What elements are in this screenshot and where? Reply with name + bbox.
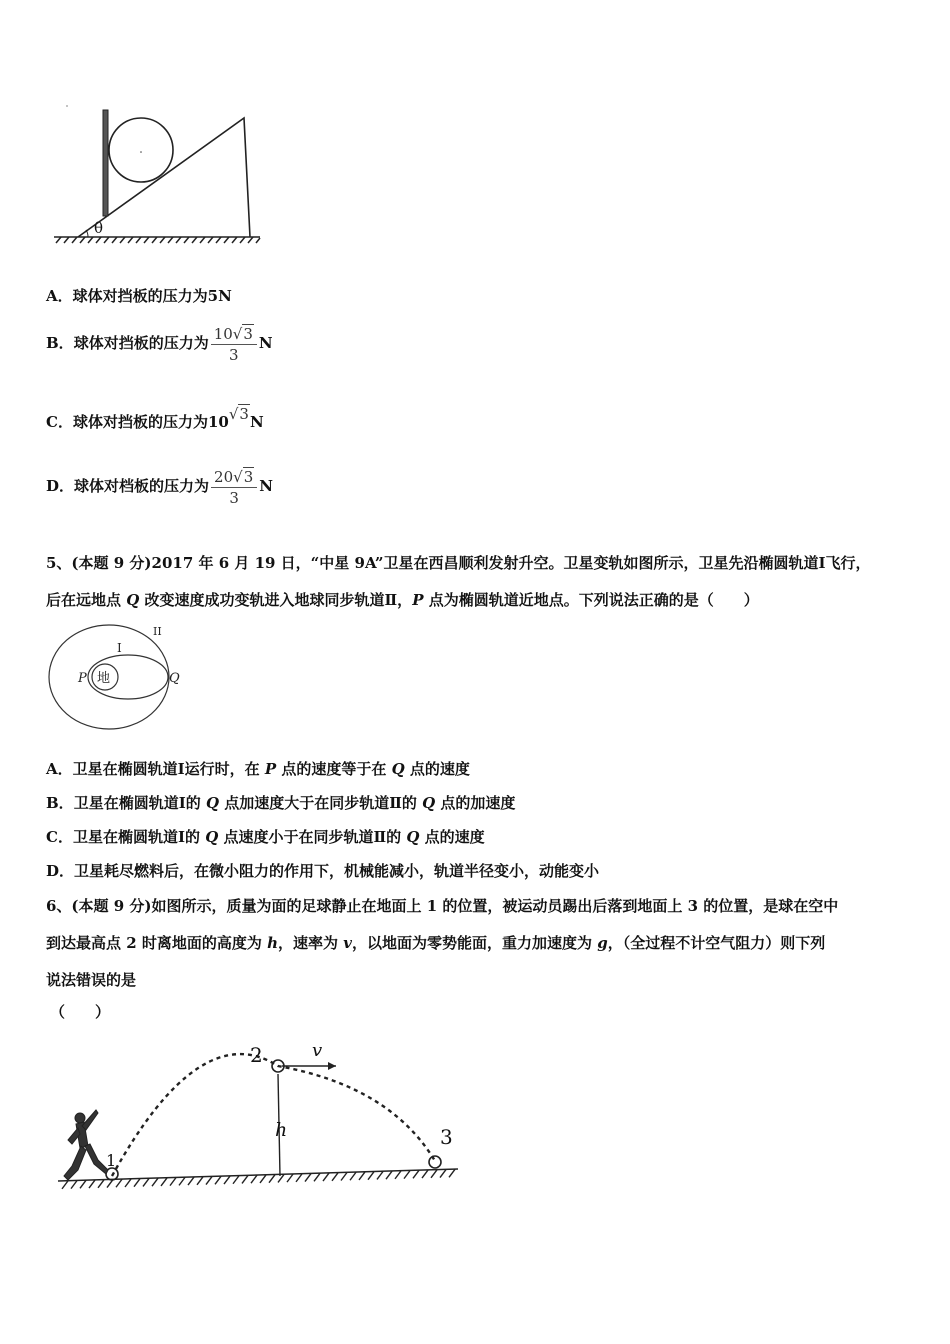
orbit-1-label: I xyxy=(117,641,122,655)
ground-tick xyxy=(440,1170,446,1178)
point-3-label: 3 xyxy=(440,1125,453,1149)
q6-answer-bracket: （ ） xyxy=(50,1003,111,1021)
ground-tick xyxy=(89,1180,95,1188)
ground-tick xyxy=(404,1171,410,1179)
ground-tick xyxy=(98,1180,104,1188)
q5-stem-line1: 5、(本题 9 分)2017 年 6 月 19 日，“中星 9A”卫星在西昌顺利发射升空。卫星变轨如图所示，卫星先沿椭圆轨道Ⅰ飞行， xyxy=(46,554,871,572)
ground-tick xyxy=(350,1172,356,1180)
point-p-label: P xyxy=(78,671,87,686)
fraction-b: $\frac{10√3}{3}$ xyxy=(211,324,257,365)
fraction-d: $\frac{20√3}{3}$ xyxy=(211,467,257,508)
ground-tick xyxy=(305,1174,311,1182)
ground-tick xyxy=(449,1169,455,1177)
ball-pos-3 xyxy=(429,1156,441,1168)
q6-stem-line2: 到达最高点 2 时离地面的高度为 h，速率为 v，以地面为零势能面，重力加速度为 g，（全过程不计空气阻力）则下列 xyxy=(46,934,826,952)
ground-tick xyxy=(188,1177,194,1185)
ground-tick xyxy=(323,1173,329,1181)
ground-tick xyxy=(152,1178,158,1186)
ball xyxy=(109,118,173,182)
point-2-label: 2 xyxy=(250,1043,263,1067)
ground-tick xyxy=(341,1173,347,1181)
q5-stem-line2: 后在远地点 Q 改变速度成功变轨进入地球同步轨道Ⅱ，P 点为椭圆轨道近地点。下列说法正确的是（ ） xyxy=(46,591,759,609)
q4-option-d: D．球体对档板的压力为 $\frac{20√3}{3}$ N xyxy=(46,467,273,507)
orbit-2-label: II xyxy=(153,625,162,638)
ground-tick xyxy=(233,1176,239,1184)
ground-tick xyxy=(206,1177,212,1185)
ground-tick xyxy=(359,1172,365,1180)
orbit-figure xyxy=(44,622,184,734)
q4-option-a: A．球体对挡板的压力为5N xyxy=(46,287,232,305)
q4-option-c: C．球体对挡板的压力为10√3N xyxy=(46,404,264,440)
ground-tick xyxy=(314,1173,320,1181)
ground-tick xyxy=(125,1179,131,1187)
ground-tick xyxy=(386,1171,392,1179)
ground-tick xyxy=(197,1177,203,1185)
q5-option-c: C．卫星在椭圆轨道Ⅰ的 Q 点速度小于在同步轨道Ⅱ的 Q 点的速度 xyxy=(46,828,485,846)
sqrt-c: √3 xyxy=(228,405,249,423)
ground-tick xyxy=(368,1172,374,1180)
q5-option-b: B．卫星在椭圆轨道Ⅰ的 Q 点加速度大于在同步轨道Ⅱ的 Q 点的加速度 xyxy=(46,794,516,812)
ground-tick xyxy=(224,1176,230,1184)
ground-tick xyxy=(215,1176,221,1184)
ground-tick xyxy=(242,1175,248,1183)
q6-stem-line1: 6、(本题 9 分)如图所示，质量为面的足球静止在地面上 1 的位置，被运动员踢出后落到地面上 3 的位置，是球在空中 xyxy=(46,897,839,915)
ground-hatch xyxy=(54,237,260,243)
ground-tick xyxy=(413,1170,419,1178)
ground-tick xyxy=(80,1180,86,1188)
q5-option-d: D．卫星耗尽燃料后，在微小阻力的作用下，机械能减小，轨道半径变小，动能变小 xyxy=(46,862,600,880)
player-icon xyxy=(64,1110,108,1180)
ground-tick xyxy=(134,1179,140,1187)
angle-arc xyxy=(86,230,88,237)
ground-tick xyxy=(278,1174,284,1182)
height-label: h xyxy=(275,1119,288,1141)
baffle-board xyxy=(103,110,108,216)
ground-tick xyxy=(269,1175,275,1183)
earth-label: 地 xyxy=(97,671,111,686)
ground-tick xyxy=(62,1181,68,1189)
ground-tick xyxy=(332,1173,338,1181)
ball-center-dot xyxy=(140,151,142,153)
ground-tick xyxy=(143,1178,149,1186)
ground-tick xyxy=(296,1174,302,1182)
ground-tick xyxy=(395,1171,401,1179)
q4-option-b: B．球体对挡板的压力为 $\frac{10√3}{3}$ N xyxy=(46,324,273,364)
ground-tick xyxy=(377,1171,383,1179)
velocity-label: v xyxy=(312,1040,323,1061)
football-trajectory-figure xyxy=(50,1036,470,1201)
ground-tick xyxy=(161,1178,167,1186)
ground-tick xyxy=(170,1178,176,1186)
point-1-label: 1 xyxy=(106,1151,117,1170)
point-q-label: Q xyxy=(169,671,180,686)
ground-tick xyxy=(431,1170,437,1178)
ground-tick xyxy=(287,1174,293,1182)
q6-stem-line3: 说法错误的是 xyxy=(46,971,137,989)
ground-tick xyxy=(71,1181,77,1189)
velocity-arrowhead xyxy=(328,1062,336,1070)
ground-tick xyxy=(422,1170,428,1178)
angle-theta: θ xyxy=(94,219,104,237)
ground-tick xyxy=(260,1175,266,1183)
q5-option-a: A．卫星在椭圆轨道Ⅰ运行时，在 P 点的速度等于在 Q 点的速度 xyxy=(46,760,470,778)
ground-tick xyxy=(179,1177,185,1185)
trajectory-path xyxy=(112,1054,435,1176)
ground-tick xyxy=(116,1179,122,1187)
incline-figure xyxy=(48,100,268,250)
ground-tick xyxy=(251,1175,257,1183)
